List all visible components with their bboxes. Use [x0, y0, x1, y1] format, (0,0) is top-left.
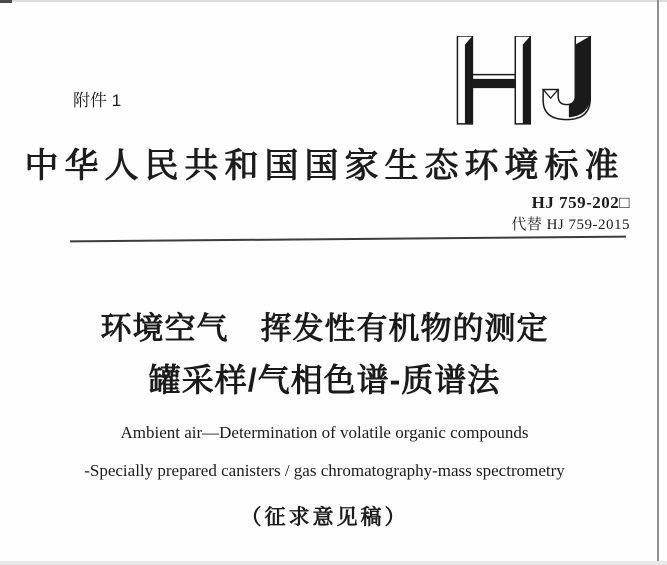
hj-logo-graphic — [452, 36, 600, 126]
scan-edge-bottom — [0, 561, 667, 565]
scan-edge-top — [0, 0, 667, 2]
standard-number: HJ 759-202□ — [531, 193, 630, 212]
title-en-line1: Ambient air—Determination of volatile organic compounds — [120, 423, 529, 442]
scan-edge-right — [657, 0, 659, 565]
document-title-cn — [0, 306, 649, 403]
attachment-label: 附件 1 — [73, 91, 122, 110]
draft-note: （征求意见稿） — [240, 506, 409, 529]
title-cn-line2: 罐采样/气相色谱-质谱法 — [148, 362, 501, 398]
hj-logo — [452, 36, 600, 126]
standard-org-title: 中华人民共和国国家生态环境标准 — [24, 148, 625, 185]
header-rule — [70, 236, 626, 243]
standard-number-block — [511, 192, 630, 235]
scan-speck — [0, 0, 12, 3]
title-en-line2: -Specially prepared canisters / gas chromatography-mass spectrometry — [84, 461, 565, 480]
title-cn-line1: 环境空气 挥发性有机物的测定 — [100, 311, 549, 346]
replaces-note: 代替 HJ 759-2015 — [511, 217, 630, 234]
